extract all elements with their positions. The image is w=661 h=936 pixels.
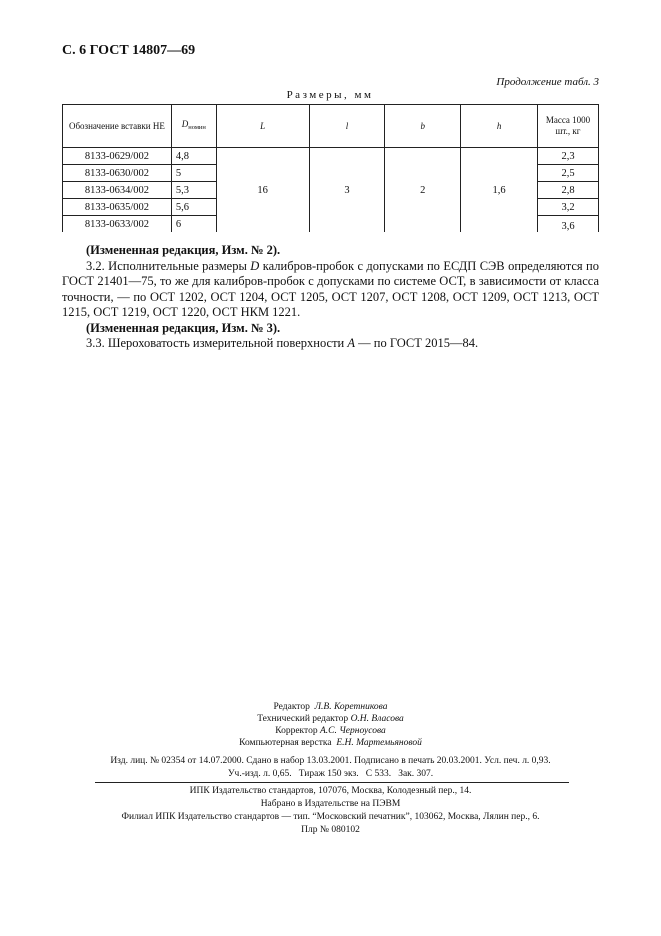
page-header: С. 6 ГОСТ 14807—69 (62, 43, 196, 58)
imprint-line-1: Изд. лиц. № 02354 от 14.07.2000. Сдано в набор 13.03.2001. Подписано в печать 20.03.2001. Усл. печ. л. 0,93. (110, 756, 551, 766)
table-row (63, 148, 599, 165)
cell-l: 3 (309, 148, 385, 233)
body-text (62, 243, 599, 352)
dimensions-table (62, 104, 599, 232)
publisher-details (62, 785, 599, 837)
col-header-b: b (385, 105, 461, 148)
editorial-staff (62, 701, 599, 749)
cell-d-nom: 6 (171, 216, 216, 233)
col-header-h: h (461, 105, 538, 148)
imprint-line-5: Филиал ИПК Издательство стандартов — тип. “Московский печатник”, 103062, Москва, Лялин пер., 6. (121, 812, 540, 822)
imprint-line-6: Плр № 080102 (301, 825, 360, 835)
change-note-3: (Измененная редакция, Изм. № 3). (86, 320, 281, 335)
cell-d-nom: 5 (171, 165, 216, 182)
corrector-line: Корректор А.С. Черноусова (275, 726, 386, 736)
layout-line: Компьютерная верстка Е.Н. Мартемьяновой (239, 738, 422, 748)
cell-d-nom: 5,3 (171, 182, 216, 199)
dimensions-caption: Размеры, мм (286, 89, 374, 101)
imprint-divider (95, 782, 569, 783)
change-note-2: (Измененная редакция, Изм. № 2). (86, 243, 281, 257)
cell-designation: 8133-0633/002 (63, 216, 172, 233)
clause-3-3: 3.3. Шероховатость измерительной поверхности А — по ГОСТ 2015—84. (86, 336, 479, 350)
cell-designation: 8133-0635/002 (63, 199, 172, 216)
col-header-d-nom: $D_{номин}$ (171, 105, 216, 148)
col-header-L: L (216, 105, 309, 148)
cell-designation: 8133-0630/002 (63, 165, 172, 182)
cell-d-nom: 5,6 (171, 199, 216, 216)
cell-mass: 3,2 (538, 199, 599, 216)
cell-L: 16 (216, 148, 309, 233)
cell-mass: 2,3 (538, 148, 599, 165)
imprint-line-3: ИПК Издательство стандартов, 107076, Москва, Колодезный пер., 14. (189, 786, 472, 796)
cell-mass: 2,5 (538, 165, 599, 182)
col-header-l: l (309, 105, 385, 148)
col-header-mass: Масса 1000 шт., кг (538, 105, 599, 148)
cell-d-nom: 4,8 (171, 148, 216, 165)
imprint-line-2: Уч.-изд. л. 0,65. Тираж 150 экз. С 533. Зак. 307. (227, 769, 434, 779)
cell-designation: 8133-0629/002 (63, 148, 172, 165)
cell-b: 2 (385, 148, 461, 233)
table-continuation-label: Продолжение табл. 3 (496, 76, 599, 88)
cell-mass: 3,6 (538, 216, 599, 233)
cell-h: 1,6 (461, 148, 538, 233)
editor-line: Редактор Л.В. Коретникова (273, 702, 388, 712)
tech-editor-line: Технический редактор О.Н. Власова (257, 714, 404, 724)
cell-designation: 8133-0634/002 (63, 182, 172, 199)
imprint-line-4: Набрано в Издательстве на ПЭВМ (260, 799, 401, 809)
table-header-row (63, 105, 599, 148)
cell-mass: 2,8 (538, 182, 599, 199)
clause-3-2: 3.2. Исполнительные размеры D калибров-пробок с допусками по ЕСДП СЭВ определяются по ГОСТ 21401—75, то же для калибров-пробок с допусками по системе ОСТ, в зависимости от класса точности, — по ОСТ 1202, ОСТ 1204, ОСТ 1205, ОСТ 1207, ОСТ 1208, ОСТ 1209, ОСТ 1213, ОСТ 1215, ОСТ 1219, ОСТ 1220, ОСТ НКМ 1221. (62, 258, 599, 319)
publication-details (62, 755, 599, 781)
col-header-designation: Обозначение вставки НЕ (63, 105, 172, 148)
